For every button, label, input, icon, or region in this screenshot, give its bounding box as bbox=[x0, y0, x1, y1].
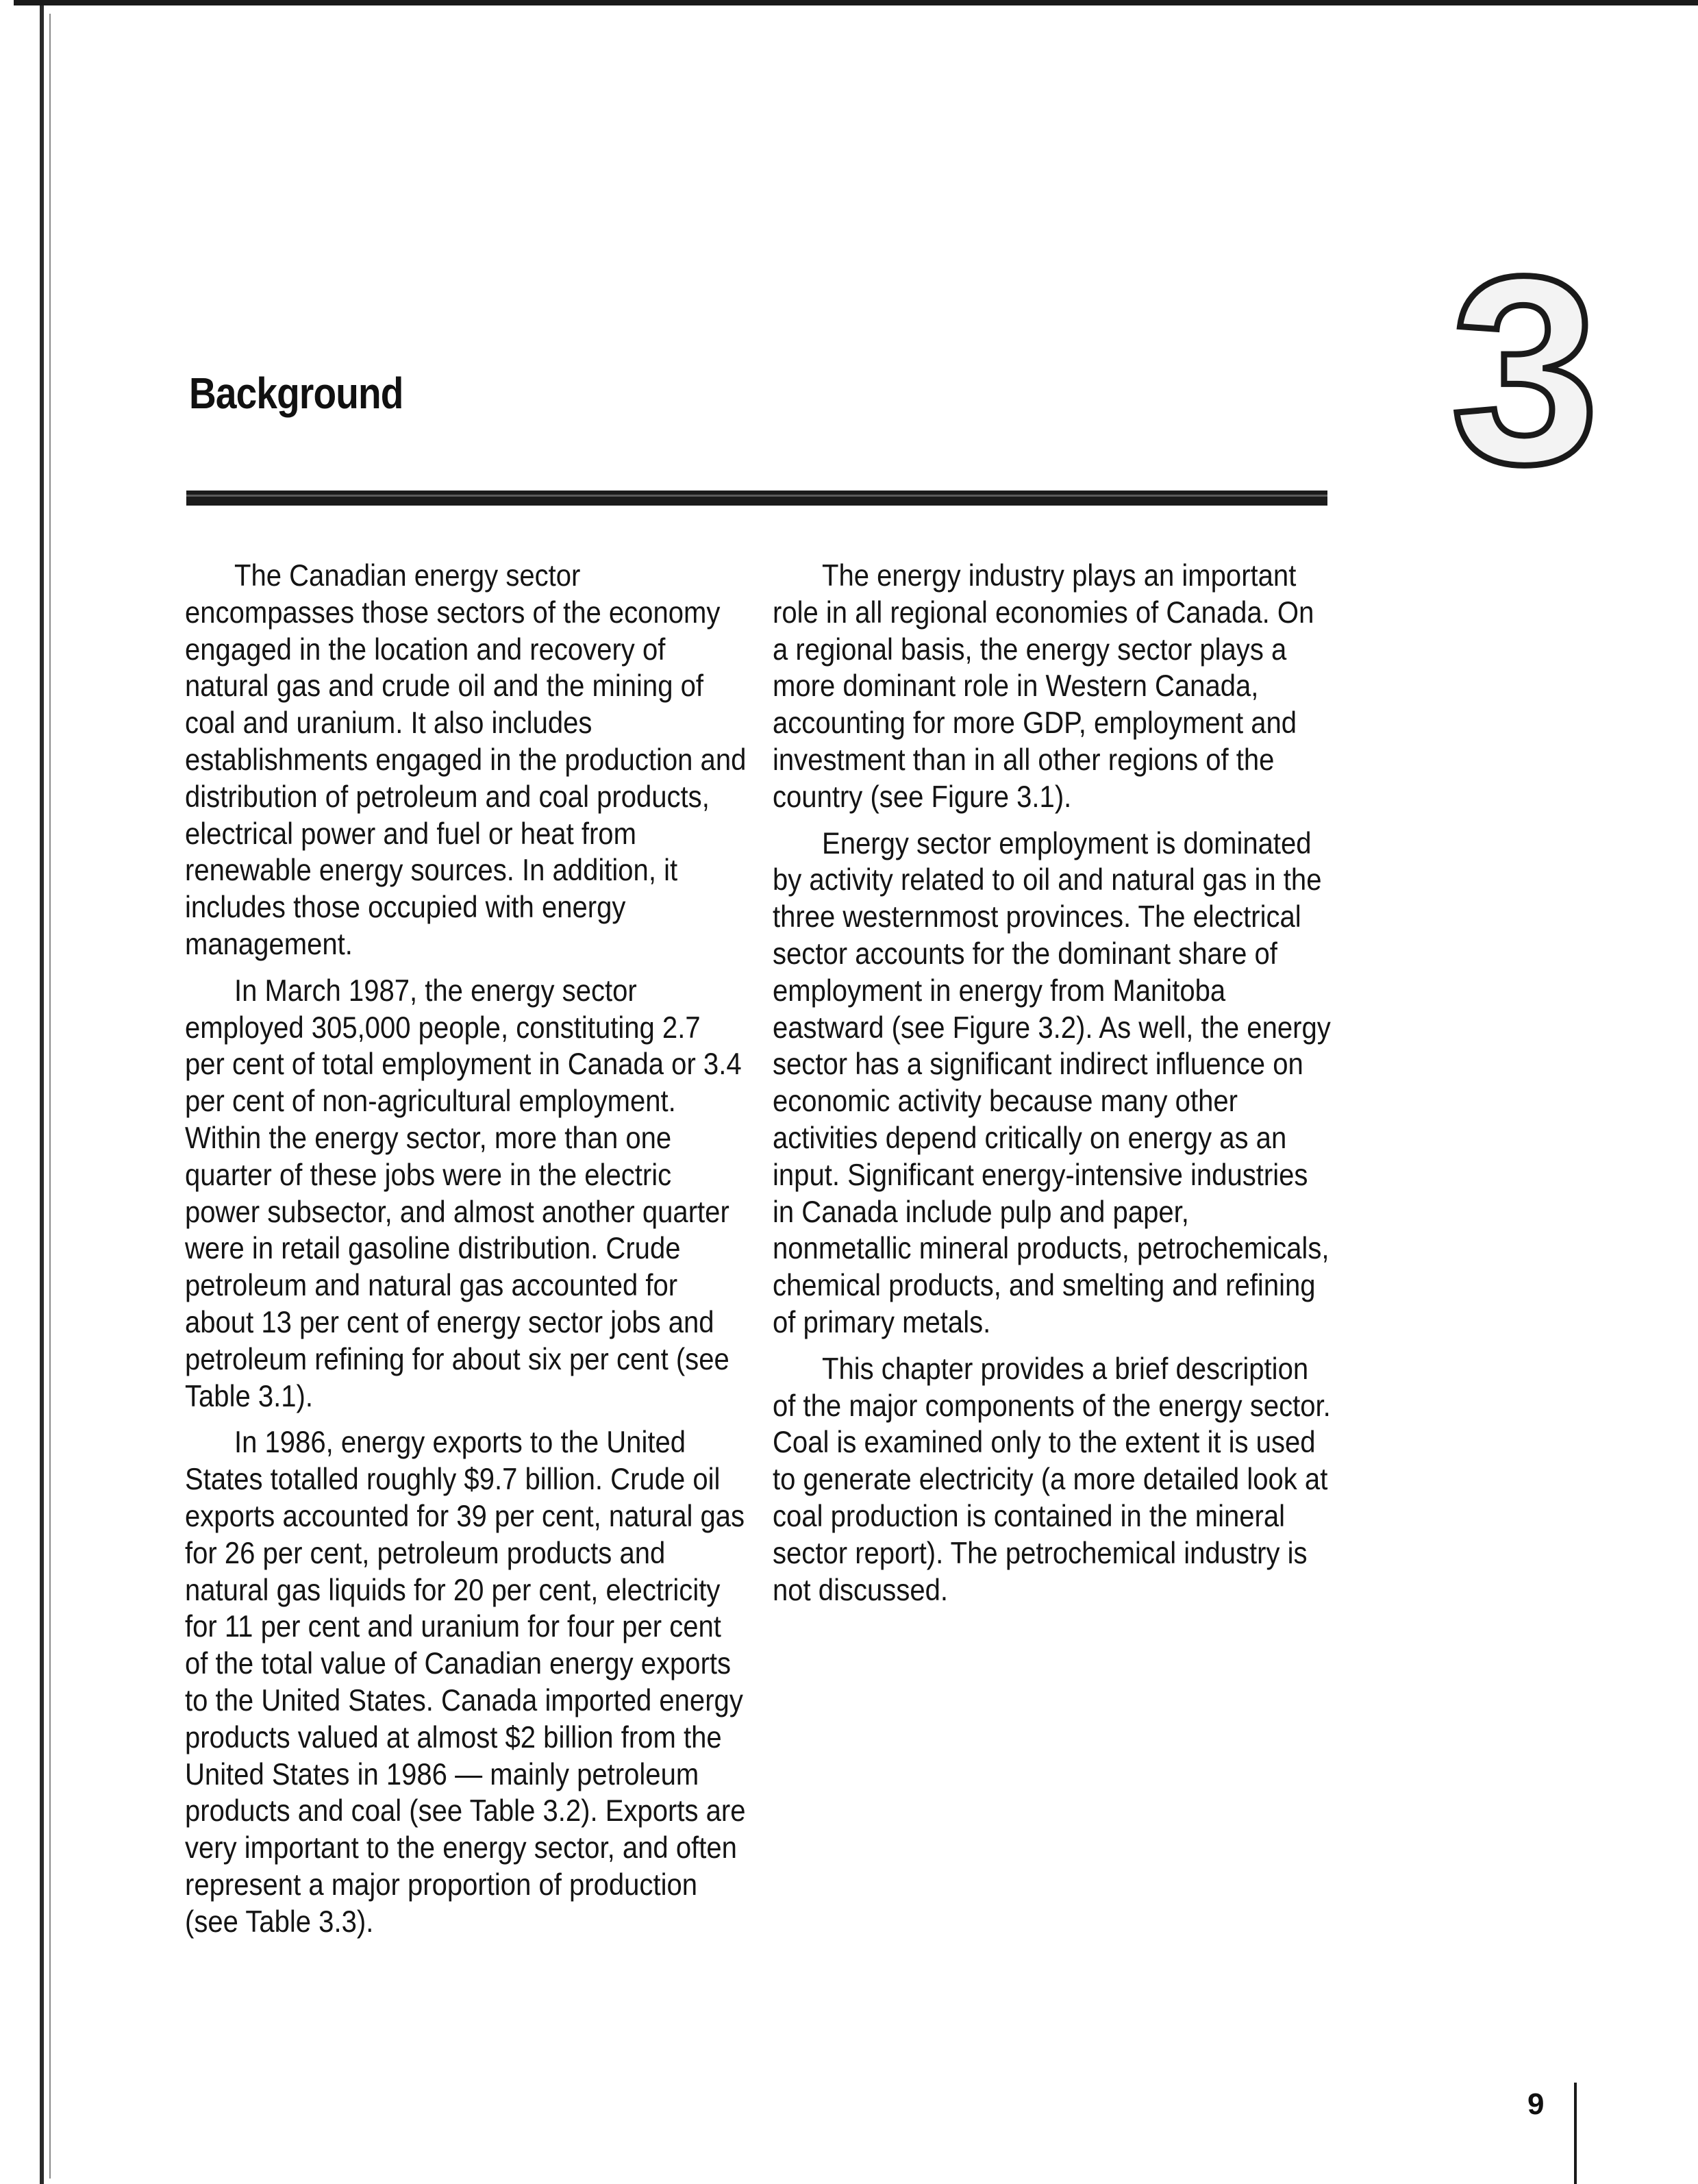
binding-edge-rule bbox=[40, 5, 44, 2184]
paragraph: The energy industry plays an important role in all regional economies of Canada. On a regional basis, the energy sector plays a more dominant role in Western Canada, accounting for more GDP, employment and investment than in all other regions of the country (see Figure 3.1). bbox=[773, 559, 1314, 814]
paragraph: The Canadian energy sector encompasses those sectors of the economy engaged in the location and recovery of natural gas and crude oil and the mining of coal and uranium. It also includes establishments engaged in the production and distribution of petroleum and coal products, electrical power and fuel or heat from renewable energy sources. In addition, it includes those occupied with energy management. bbox=[185, 559, 747, 961]
left-text-column bbox=[185, 558, 747, 1950]
paragraph: Energy sector employment is dominated by activity related to oil and natural gas in the three westernmost provinces. The electrical sector accounts for the dominant share of employment in energy from Manitoba eastward (see Figure 3.2). As well, the energy sector has a significant indirect influence on economic activity because many other activities depend critically on energy as an input. Significant energy-intensive industries in Canada include pulp and paper, nonmetallic mineral products, petrochemicals, chemical products, and smelting and refining of primary metals. bbox=[773, 826, 1331, 1339]
right-text-column bbox=[773, 558, 1334, 1618]
paragraph: This chapter provides a brief description of the major components of the energy sector. Coal is examined only to the extent it is used to generate electricity (a more detailed look at coal production is contained in the mineral sector report). The petrochemical industry is not discussed. bbox=[773, 1352, 1331, 1607]
binding-edge-rule-thin bbox=[49, 14, 51, 2179]
page-number: 9 bbox=[1527, 2087, 1545, 2121]
chapter-number: 3 bbox=[1451, 221, 1599, 519]
title-divider bbox=[186, 491, 1327, 506]
paragraph: In March 1987, the energy sector employed 305,000 people, constituting 2.7 per cent of total employment in Canada or 3.4 per cent of non-agricultural employment. Within the energy sector, more than one quarter of these jobs were in the electric power subsector, and almost another quarter were in retail gasoline distribution. Crude petroleum and natural gas accounted for about 13 per cent of energy sector jobs and petroleum refining for about six per cent (see Table 3.1). bbox=[185, 973, 742, 1413]
page-number-rule bbox=[1574, 2083, 1577, 2184]
section-title: Background bbox=[189, 369, 403, 418]
paragraph: In 1986, energy exports to the United States totalled roughly $9.7 billion. Crude oil exports accounted for 39 per cent, natural gas for 26 per cent, petroleum products and natural gas liquids for 20 per cent, electricity for 11 per cent and uranium for four per cent of the total value of Canadian energy exports to the United States. Canada imported energy products valued at almost $2 billion from the United States in 1986 — mainly petroleum products and coal (see Table 3.2). Exports are very important to the energy sector, and often represent a major proportion of production (see Table 3.3). bbox=[185, 1426, 746, 1939]
page-top-rule bbox=[14, 0, 1698, 5]
